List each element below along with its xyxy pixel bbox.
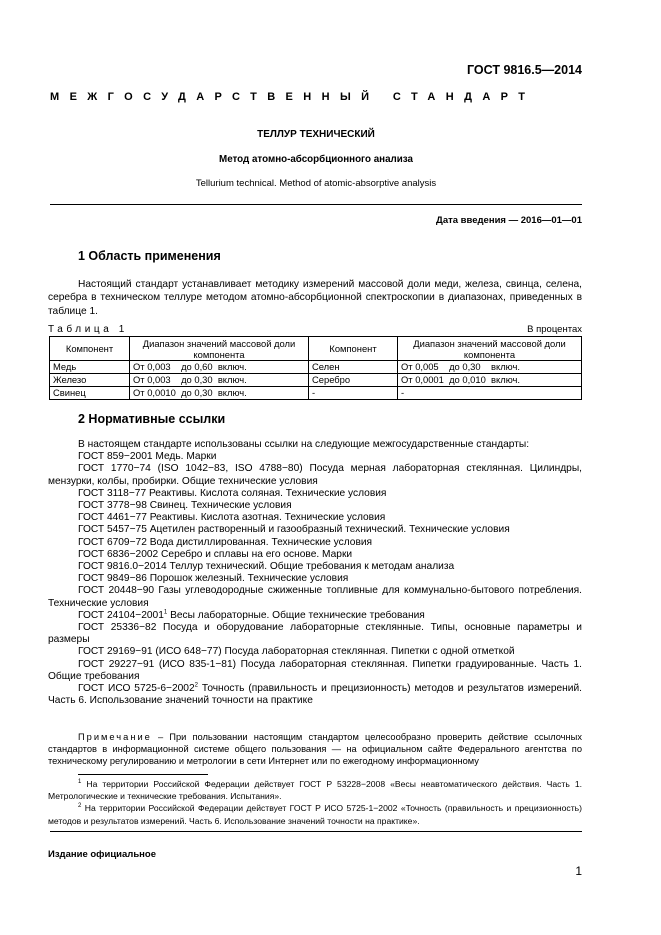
reference-line: ГОСТ 1770−74 (ISO 1042−83, ISO 4788−80) Посуда мерная лабораторная стеклянная. Цилиндры, мензурки, колбы, пробирки. Общие технические условия	[48, 463, 582, 487]
footnote-separator	[78, 774, 208, 775]
edition-label: Издание официальное	[48, 849, 156, 860]
reference-line: ГОСТ 20448−90 Газы углеводородные сжиженные топливные для коммунально-бытового потребления. Технические условия	[48, 585, 582, 609]
reference-title: Весы лабораторные. Общие технические требования	[167, 609, 425, 621]
note-paragraph	[48, 731, 582, 768]
footnote-text: На территории Российской Федерации действует ГОСТ Р 53228−2008 «Весы неавтоматического действия. Часть 1. Метрологические и технические требования. Испытания».	[48, 779, 582, 802]
reference-line	[48, 610, 582, 622]
table-cell: -	[309, 387, 398, 400]
table-cell: От 0,003 до 0,60 включ.	[130, 361, 309, 374]
note-label: Примечание	[78, 732, 152, 742]
footnote-marker[interactable]: 1	[163, 609, 168, 616]
reference-line: ГОСТ 5457−75 Ацетилен растворенный и газообразный технический. Технические условия	[78, 524, 510, 536]
page-number: 1	[575, 864, 582, 878]
document-english-title: Tellurium technical. Method of atomic-absorptive analysis	[195, 178, 437, 189]
footnote-mark: 1	[78, 779, 82, 786]
section-1-text	[48, 278, 582, 318]
reference-line: ГОСТ 3778−98 Свинец. Технические условия	[78, 500, 292, 512]
introduction-date: Дата введения — 2016—01—01	[436, 215, 582, 226]
table-cell: Селен	[309, 361, 398, 374]
gost-number: ГОСТ 9816.5—2014	[466, 63, 582, 77]
table-cell: Серебро	[309, 374, 398, 387]
reference-line: ГОСТ 3118−77 Реактивы. Кислота соляная. Технические условия	[78, 487, 387, 499]
reference-line	[48, 683, 582, 707]
table-unit: В процентах	[527, 324, 582, 335]
table-cell: -	[398, 387, 582, 400]
table-header-row	[50, 337, 582, 361]
footnote-text: На территории Российской Федерации действует ГОСТ Р ИСО 5725-1−2002 «Точность (правильность и прецизионность) методов и результатов измерений. Часть 6. Использование значений точности на практике».	[48, 803, 582, 826]
table-1	[49, 336, 582, 400]
reference-line: ГОСТ 6836−2002 Серебро и сплавы на его основе. Марки	[78, 548, 353, 560]
table-caption: Таблица 1	[48, 324, 128, 335]
interstate-standard-banner: МЕЖГОСУДАРСТВЕННЫЙ СТАНДАРТ	[50, 91, 536, 103]
normative-references	[48, 439, 582, 707]
reference-line: В настоящем стандарте использованы ссылки на следующие межгосударственные стандарты:	[78, 439, 530, 450]
header-divider	[50, 204, 582, 205]
footnote-marker[interactable]: 2	[194, 682, 198, 689]
reference-line: ГОСТ 25336−82 Посуда и оборудование лабораторные стеклянные. Типы, основные параметры и размеры	[48, 622, 582, 646]
table-header-cell: Компонент	[50, 337, 130, 361]
footnotes	[48, 778, 582, 827]
section-1-heading: 1 Область применения	[78, 249, 221, 263]
table-cell: Медь	[50, 361, 130, 374]
reference-line: ГОСТ 6709−72 Вода дистиллированная. Технические условия	[78, 536, 373, 548]
reference-line: ГОСТ 29169−91 (ИСО 648−77) Посуда лабораторная стеклянная. Пипетки с одной отметкой	[78, 646, 515, 658]
footnote-2	[48, 802, 582, 826]
reference-line: ГОСТ 9849−86 Порошок железный. Технические условия	[78, 573, 349, 585]
table-row	[50, 374, 582, 387]
footnote-1	[48, 778, 582, 802]
table-header-cell: Диапазон значений массовой доли компонента	[398, 337, 582, 361]
table-cell: Железо	[50, 374, 130, 387]
table-cell: От 0,003 до 0,30 включ.	[130, 374, 309, 387]
reference-line: ГОСТ 29227−91 (ИСО 835-1−81) Посуда лабораторная стеклянная. Пипетки градуированные. Часть 1. Общие требования	[48, 658, 582, 682]
document-title: ТЕЛЛУР ТЕХНИЧЕСКИЙ	[257, 129, 375, 140]
note-text: – При пользовании настоящим стандартом целесообразно проверить действие ссылочных стандартов в информационной системе общего пользования — на официальном сайте Федерального агентства по техническому регулированию и метрологии в сети Интернет или по ежегодному информационному	[48, 732, 582, 767]
table-header-cell: Компонент	[309, 337, 398, 361]
document-subtitle: Метод атомно-абсорбционного анализа	[219, 154, 413, 165]
table-cell: От 0,0010 до 0,30 включ.	[130, 387, 309, 400]
reference-code: ГОСТ 24104−2001	[78, 609, 164, 621]
table-cell: От 0,0001 до 0,010 включ.	[398, 374, 582, 387]
reference-line: ГОСТ 4461−77 Реактивы. Кислота азотная. Технические условия	[78, 512, 386, 524]
section-2-heading: 2 Нормативные ссылки	[78, 412, 226, 426]
table-cell: От 0,005 до 0,30 включ.	[398, 361, 582, 374]
footer-divider	[50, 831, 582, 832]
table-header-cell: Диапазон значений массовой доли компонента	[130, 337, 309, 361]
table-row	[50, 387, 582, 400]
table-cell: Свинец	[50, 387, 130, 400]
table-row	[50, 361, 582, 374]
footnote-mark: 2	[78, 803, 82, 810]
scope-paragraph: Настоящий стандарт устанавливает методику измерений массовой доли меди, железа, свинца, селена, серебра в техническом теллуре методом атомно-абсорбционной спектроскопии в диапазонах, приведенных в таблице 1.	[48, 279, 582, 317]
reference-title: Точность (правильность и прецизионность) методов и результатов измерений. Часть 6. Использование значений точности на практике	[48, 683, 583, 707]
reference-line: ГОСТ 9816.0−2014 Теллур технический. Общие требования к методам анализа	[78, 561, 455, 573]
reference-line: ГОСТ 859−2001 Медь. Марки	[78, 451, 217, 463]
reference-code: ГОСТ ИСО 5725-6−2002	[78, 683, 195, 695]
